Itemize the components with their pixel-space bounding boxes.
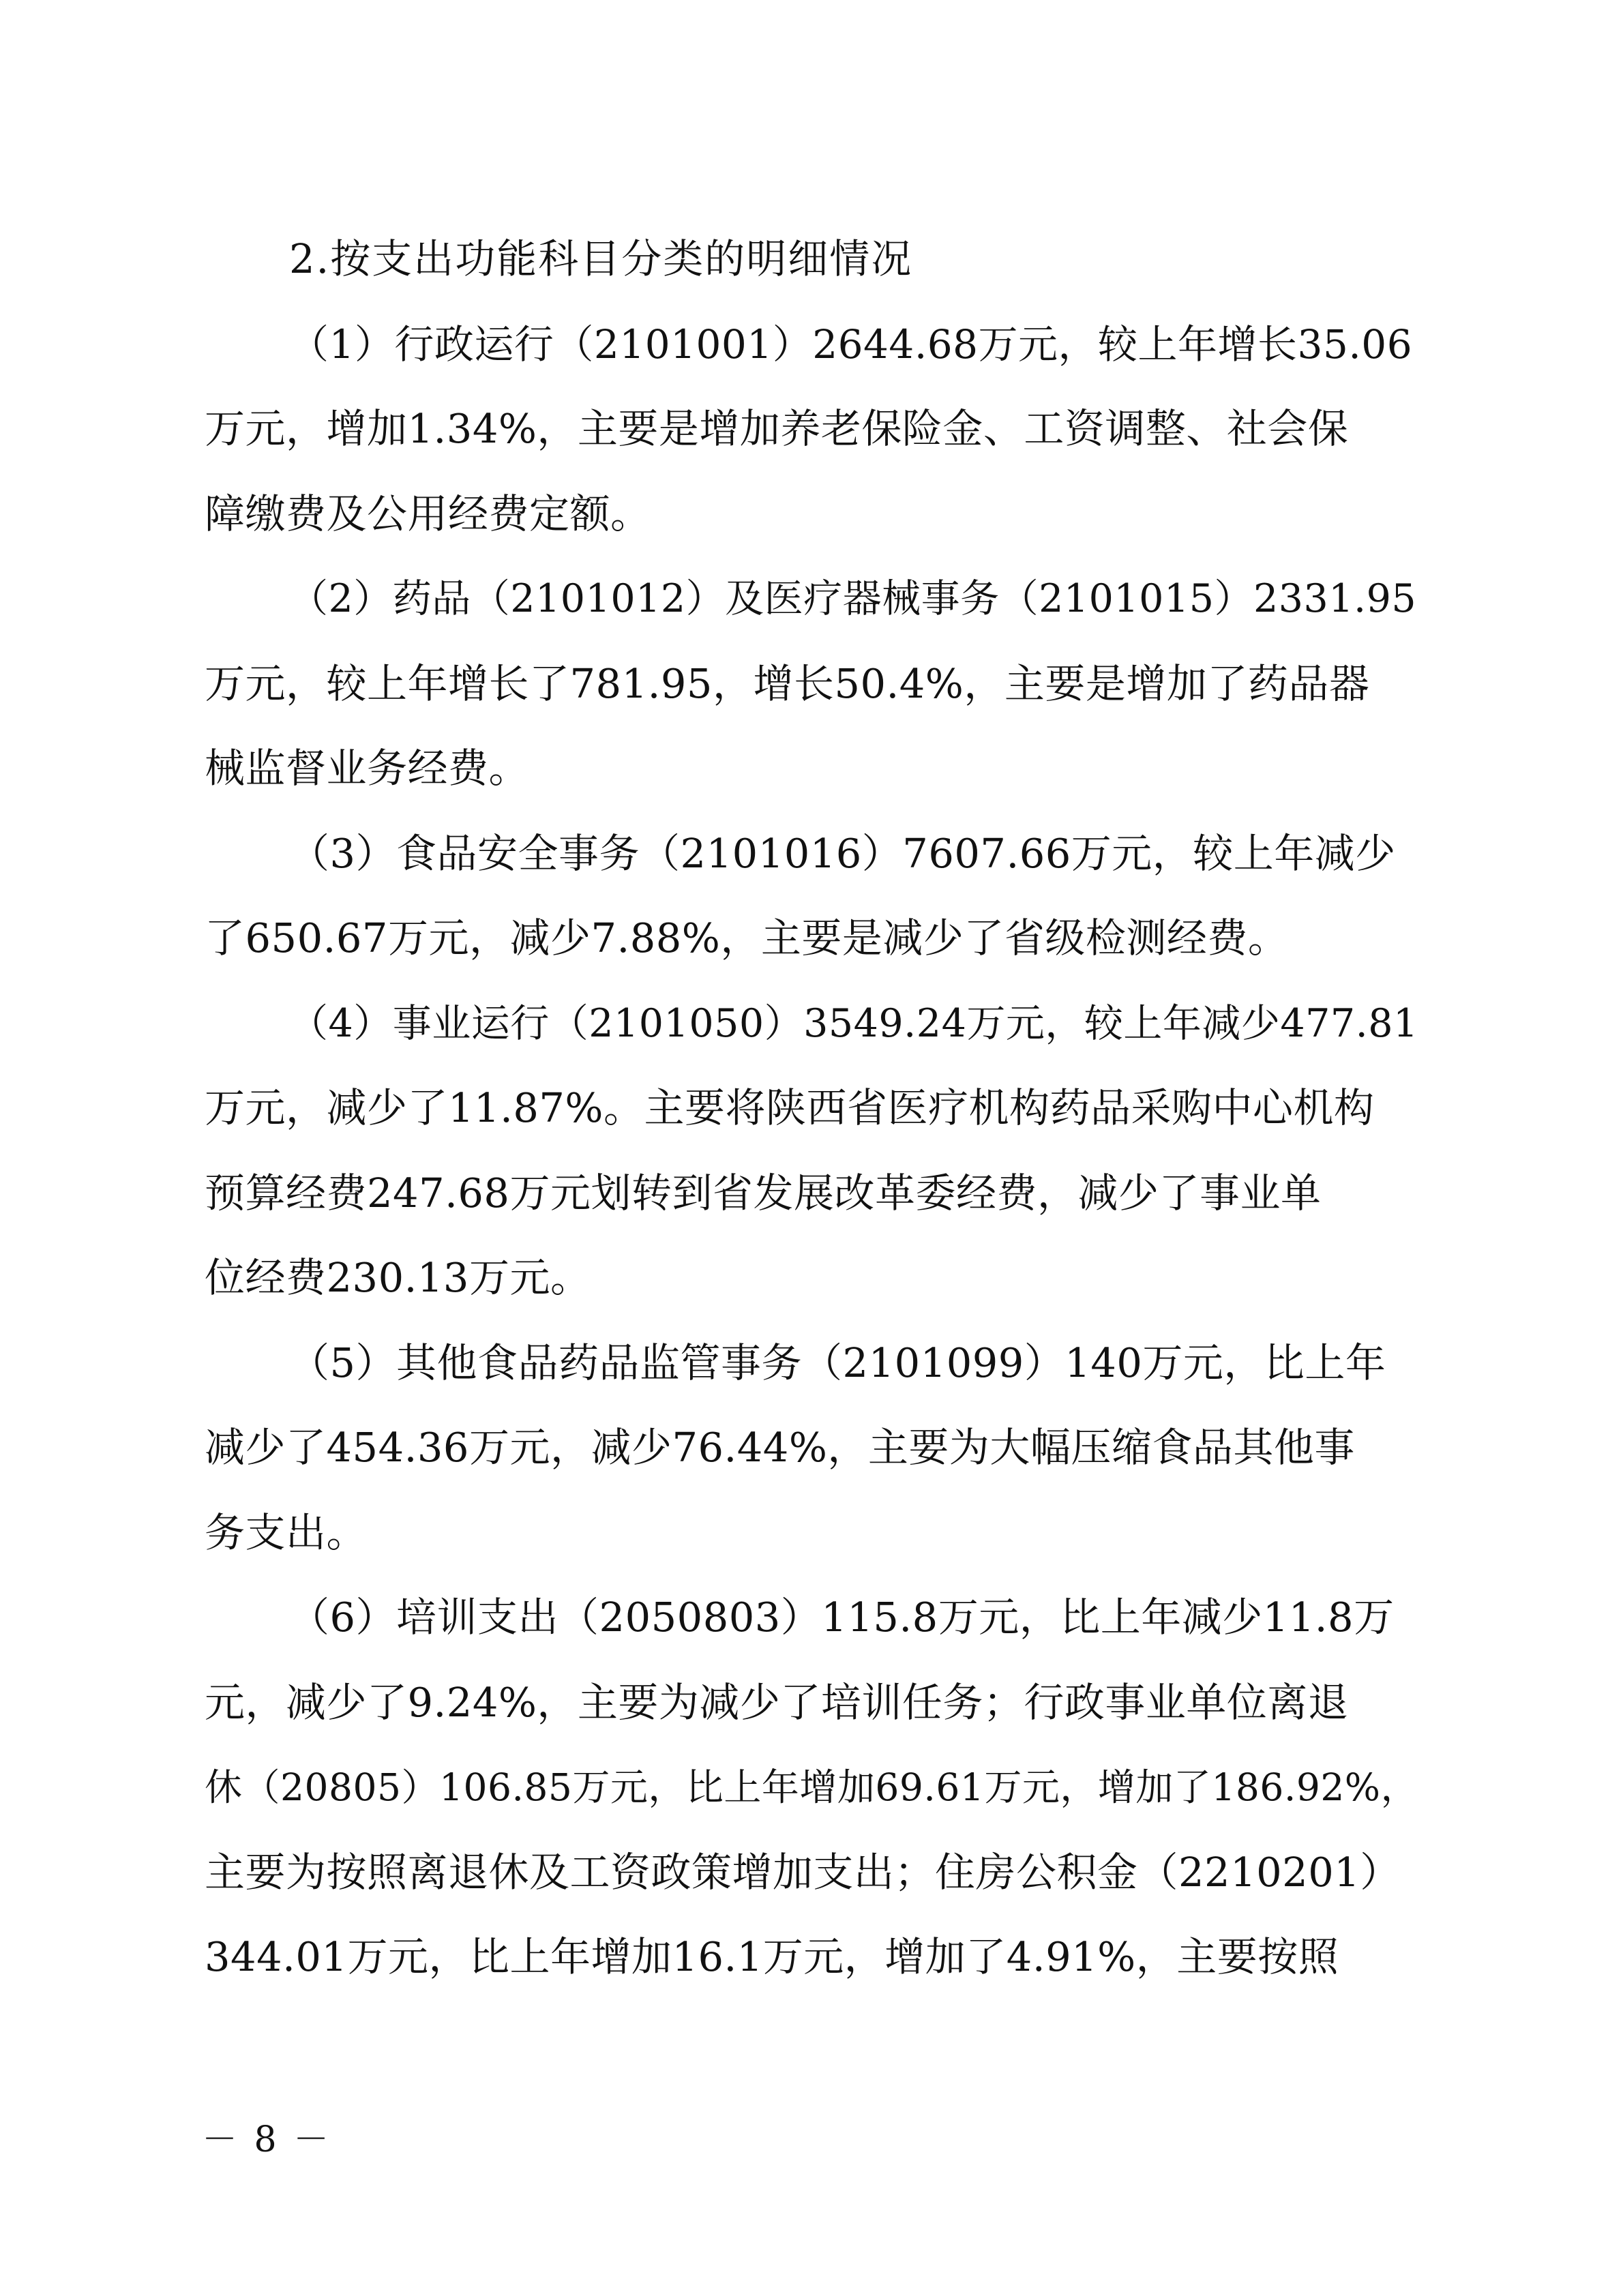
- text-line: 减少了454.36万元，减少76.44%，主要为大幅压缩食品其他事: [205, 1424, 1355, 1471]
- text-line: （4）事业运行（2101050）3549.24万元，较上年减少477.81: [289, 1000, 1418, 1046]
- text-line: 位经费230.13万元。: [205, 1254, 591, 1301]
- text-line: 元，减少了9.24%，主要为减少了培训任务；行政事业单位离退: [205, 1678, 1349, 1726]
- text-line: （3）食品安全事务（2101016）7607.66万元，较上年减少: [289, 829, 1396, 877]
- section-heading: 2.按支出功能科目分类的明细情况: [289, 235, 913, 282]
- paragraph-lines: [205, 302, 1418, 2000]
- text-line: 万元，减少了11.87%。主要将陕西省医疗机构药品采购中心机构: [205, 1084, 1375, 1131]
- text-line: 预算经费247.68万元划转到省发展改革委经费，减少了事业单: [205, 1169, 1322, 1217]
- text-line: （2）药品（2101012）及医疗器械事务（2101015）2331.95: [289, 576, 1417, 621]
- text-line: 主要为按照离退休及工资政策增加支出；住房公积金（2210201）: [205, 1848, 1401, 1896]
- text-line: 万元，增加1.34%，主要是增加养老保险金、工资调整、社会保: [205, 405, 1349, 452]
- text-line: 万元，较上年增长了781.95，增长50.4%，主要是增加了药品器: [205, 659, 1370, 707]
- text-line: 械监督业务经费。: [205, 745, 530, 792]
- text-line: 障缴费及公用经费定额。: [205, 490, 651, 537]
- text-line: 344.01万元，比上年增加16.1万元，增加了4.91%，主要按照: [205, 1933, 1339, 1980]
- text-line: （6）培训支出（2050803）115.8万元，比上年减少11.8万: [289, 1594, 1395, 1641]
- text-line: 了650.67万元，减少7.88%，主要是减少了省级检测经费。: [205, 914, 1289, 961]
- text-line: 休（20805）106.85万元，比上年增加69.61万元，增加了186.92%，: [205, 1765, 1419, 1809]
- document-body: [205, 217, 1418, 2000]
- page-number: － 8 －: [202, 2119, 332, 2160]
- text-line: （5）其他食品药品监管事务（2101099）140万元，比上年: [289, 1339, 1386, 1386]
- text-line: 务支出。: [205, 1508, 368, 1556]
- text-line: （1）行政运行（2101001）2644.68万元，较上年增长35.06: [289, 320, 1413, 368]
